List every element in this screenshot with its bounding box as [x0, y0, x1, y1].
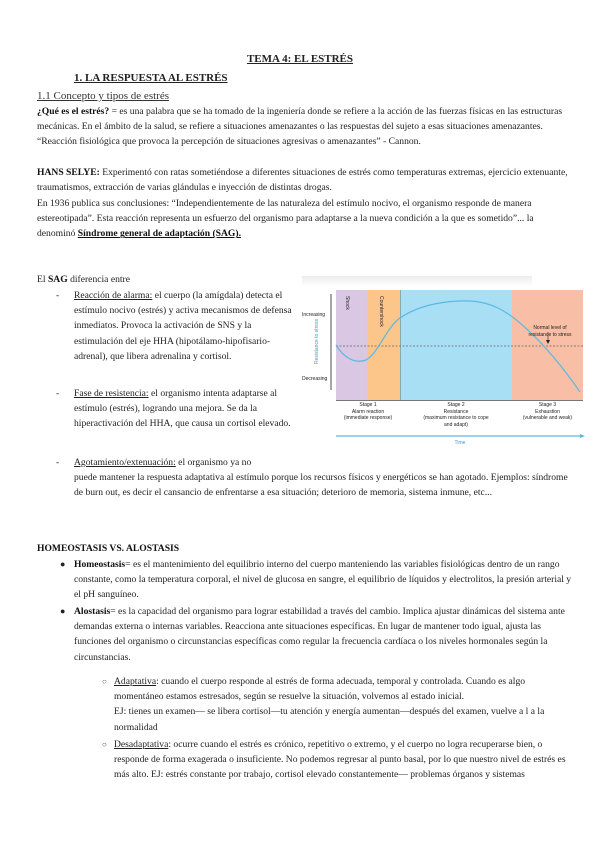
selye-text-2: En 1936 publica sus conclusiones: “Independientemente de las naturaleza del estímulo nocivo, el organismo responde de manera estereotipada”. Esta reacción representa un esfuerzo del organismo para adaptarse a la nueva condición a la que es sometido”... la denominó [37, 198, 534, 240]
que-es-text: = es una palabra que se ha tomado de la ingeniería donde se refiere a la acción de las fuerzas físicas en las estructuras mecánicas. En el ámbito de la salud, se refiere a situaciones amenazantes o las respuestas del sujeto a esas situaciones amenazantes. “Reacción fisiológica que provoca la percepción de situaciones agresivas o amenazantes” - Cannon. [37, 106, 563, 148]
normal-level-annotation: Normal level of resistance to stress [528, 325, 572, 338]
gas-chart [300, 268, 600, 450]
circle-marker: ○ [102, 740, 107, 749]
bullet-dot: ● [60, 606, 66, 616]
page-title: TEMA 4: EL ESTRÉS [246, 53, 354, 65]
phase-continuation: puede mantener la respuesta adaptativa al estímulo porque los recursos físicos y energéticos se han agotado. Ejemplos: síndrome de burn out, es decir el cansancio de enfrentarse a esa situación; deterioro de memoria, sistema inmune, etc... [74, 472, 568, 499]
selye-name: HANS SELYE: [37, 167, 100, 178]
homeo-heading-text: HOMEOSTASIS VS. ALOSTASIS [37, 543, 180, 554]
phase-text: el organismo intenta adaptarse al estímulo (estrés), logrando una mejora. Se da la hiperactivación del HHA, que causa un cortisol elevado. [74, 388, 291, 430]
x-axis-label: Time [454, 440, 466, 446]
subsection-heading: 1.1 Concepto y tipos de estrés [37, 90, 169, 102]
subitem-desadaptativa [102, 737, 576, 783]
section-heading: 1. LA RESPUESTA AL ESTRÉS [74, 72, 228, 84]
y-axis-label: Resistance to stress [314, 318, 320, 364]
subitem-example: EJ: tienes un examen— se libera cortisol—tu atención y energía aumentan—después del examen, vuelve a l a la normalidad [114, 706, 545, 733]
phase-text: el cuerpo (la amígdala) detecta el estímulo nocivo (estrés) y activa mecanismos de defensa inmediatos. Provoca la activación de SNS y la estimulación del eje HHA (hipotálamo-hipofisario-adrenal), que libera adrenalina y cortisol. [74, 290, 292, 362]
subitem-adaptativa [102, 674, 576, 735]
selye-text-1: Experimentó con ratas sometiéndose a diferentes situaciones de estrés como temperaturas extremas, ejercicio extenuante, traumatismos, extracción de varias glándulas e inyección de distintas drogas. [37, 167, 568, 194]
subitem-term: Desadaptativa [114, 739, 169, 750]
sag-intro-bold: SAG [47, 274, 68, 285]
dash-marker: - [56, 457, 60, 468]
y-tick-decreasing: Decreasing [302, 376, 328, 382]
bullet-alostasis [62, 604, 572, 665]
bullet-dot: ● [60, 559, 66, 569]
que-es-term: ¿Qué es el estrés? [37, 106, 110, 117]
selye-paragraph [37, 165, 569, 195]
bullet-term: Homeostasis [74, 559, 126, 570]
phase-label: Agotamiento/extenuación: [74, 457, 176, 468]
sag-term: Síndrome general de adaptación (SAG). [77, 228, 241, 240]
que-es-paragraph [37, 104, 569, 150]
bullet-text: = es la capacidad del organismo para lograr estabilidad a través del cambio. Implica ajustar dinámicas del sistema ante demandas externa o internas variables. Reacciona ante situaciones específicas. En lugar de mantener todo igual, ajusta las funciones del organismo o circunstancias específicas como regular la frecuencia cardíaca o los niveles hormonales según la circunstancias. [74, 606, 565, 663]
dash-marker: - [56, 290, 60, 301]
sag-phase-alarm [56, 288, 292, 364]
y-tick-increasing: Increasing [302, 312, 326, 318]
resistance-curve [336, 301, 580, 392]
bullet-homeostasis [62, 557, 572, 603]
selye-conclusions [37, 196, 569, 242]
sag-intro-prefix: El [37, 274, 48, 285]
circle-marker: ○ [102, 677, 107, 686]
phase-text: el organismo ya no [175, 457, 252, 468]
sag-phase-resistance [56, 386, 292, 432]
stage-2-label: Stage 2 Resistance (maximum resistance to cope and adapt) [423, 402, 489, 428]
subitem-term: Adaptativa [114, 676, 157, 687]
sag-intro [37, 272, 130, 287]
label-shock: Shock [344, 296, 350, 310]
subitem-text: : ocurre cuando el estrés es crónico, repetitivo o extremo, y el cuerpo no logra recuperarse bien, o responde de forma exagerada o insuficiente. No podemos regresar al punto basal, por lo que nuestro nivel de estrés es más alto. EJ: estrés constante por trabajo, cortisol elevado constantemente— problemas órganos y sistemas [114, 739, 566, 781]
stage-1-label: Stage 1 Alarm reaction (immediate response) [343, 402, 393, 421]
bullet-text: = es el mantenimiento del equilibrio interno del cuerpo manteniendo las variables fisiológicas dentro de un rango constante, como la temperatura corporal, el nivel de glucosa en sangre, el equilibrio de líquidos y electrolitos, la presión arterial y el pH sanguíneo. [74, 559, 572, 601]
sag-intro-suffix: diferencia entre [67, 274, 130, 285]
homeo-heading [37, 541, 179, 556]
phase-label: Reacción de alarma: [74, 290, 153, 301]
dash-marker: - [56, 388, 60, 399]
phase-label: Fase de resistencia: [74, 388, 149, 399]
stage-3-label: Stage 3 Exhaustion (vulnerable and weak) [522, 402, 573, 421]
sag-phase-exhaustion [56, 455, 582, 501]
subitem-text: : cuando el cuerpo responde al estrés de forma adecuada, temporal y controlada. Cuando es algo momentáneo estamos estresados, según se resuelve la situación, volvemos al estado inicial. [114, 676, 526, 703]
bullet-term: Alostasis [74, 606, 111, 617]
label-countershock: Countershock [378, 296, 384, 327]
